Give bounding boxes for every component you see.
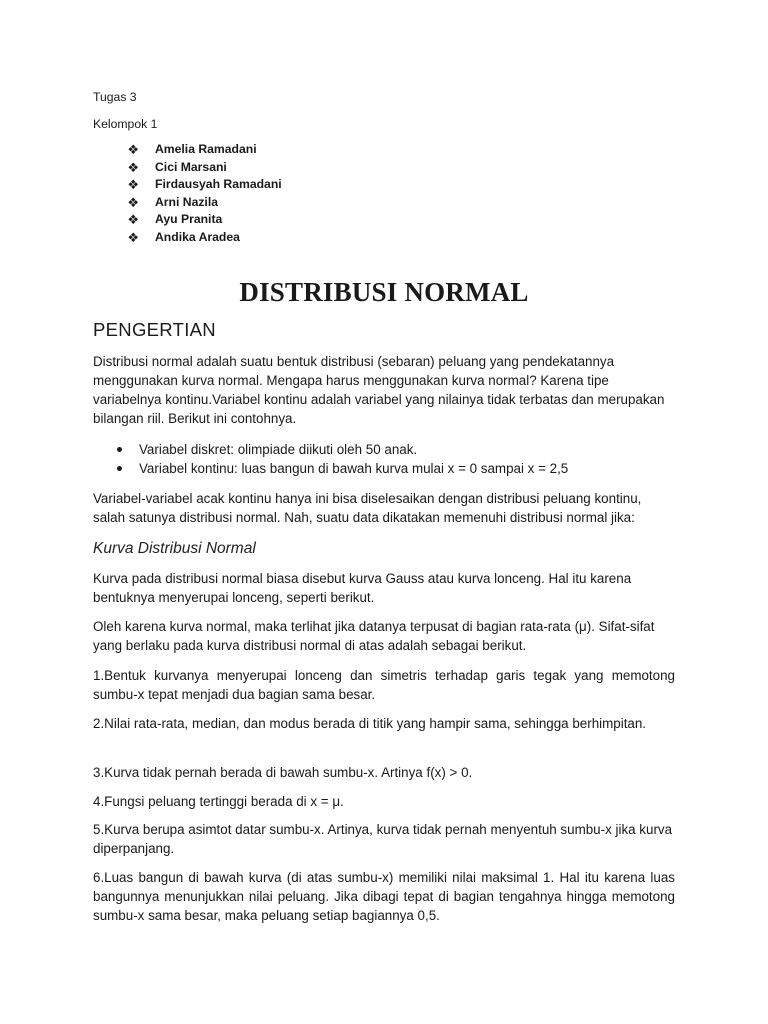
member-name: Firdausyah Ramadani	[155, 177, 282, 192]
bullet-dot-icon	[93, 440, 139, 459]
list-item	[93, 176, 282, 194]
diamond-bullet-icon: ❖	[127, 212, 139, 228]
member-name: Arni Nazila	[155, 194, 218, 209]
diamond-bullet-icon: ❖	[127, 159, 139, 175]
diamond-bullet-icon: ❖	[127, 142, 139, 157]
list-item	[93, 141, 282, 159]
list-item	[93, 440, 568, 459]
list-item	[93, 229, 282, 247]
list-item	[93, 194, 282, 212]
list-item	[93, 459, 568, 478]
property-item: 5.Kurva berupa asimtot datar sumbu-x. Artinya, kurva tidak pernah menyentuh sumbu-x jika kurva diperpanjang.	[93, 822, 673, 856]
paragraph: Variabel-variabel acak kontinu hanya ini bisa diselesaikan dengan distribusi peluang kontinu, salah satunya distribusi normal. Nah, suatu data dikatakan memenuhi distribusi normal jika:	[93, 491, 642, 525]
paragraph: Kurva pada distribusi normal biasa disebut kurva Gauss atau kurva lonceng. Hal itu karena bentuknya menyerupai lonceng, seperti berikut.	[93, 571, 632, 605]
subheading: Kurva Distribusi Normal	[93, 540, 256, 557]
property-item: 3.Kurva tidak pernah berada di bawah sumbu-x. Artinya f(x) > 0.	[93, 765, 473, 780]
property-item: 1.Bentuk kurvanya menyerupai lonceng dan simetris terhadap garis tegak yang memotong sumbu-x tepat menjadi dua bagian sama besar.	[93, 668, 675, 702]
property-item: 6.Luas bangun di bawah kurva (di atas sumbu-x) memiliki nilai maksimal 1. Hal itu karena luas bangunnya menunjukkan nilai peluang. Jika dibagi tepat di bagian tengahnya hingga memotong sumbu-x sama besar, maka peluang setiap bagiannya 0,5.	[93, 870, 675, 923]
member-list	[93, 141, 282, 247]
member-name: Andika Aradea	[155, 229, 240, 244]
group-label: Kelompok 1	[93, 117, 158, 131]
list-item	[93, 211, 282, 229]
diamond-bullet-icon: ❖	[127, 229, 139, 245]
page-title: DISTRIBUSI NORMAL	[239, 277, 529, 307]
paragraph: Oleh karena kurva normal, maka terlihat jika datanya terpusat di bagian rata-rata (μ). Sifat-sifat yang berlaku pada kurva distribusi normal di atas adalah sebagai berikut.	[93, 619, 655, 653]
property-item: 2.Nilai rata-rata, median, dan modus berada di titik yang hampir sama, sehingga berhimpitan.	[93, 716, 647, 731]
intro-paragraph: Distribusi normal adalah suatu bentuk distribusi (sebaran) peluang yang pendekatannya menggunakan kurva normal. Mengapa harus menggunakan kurva normal? Karena tipe variabelnya kontinu.Variabel kontinu adalah variabel yang nilainya tidak terbatas dan merupakan bilangan riil. Berikut ini contohnya.	[93, 354, 665, 426]
bullet-dot-icon	[93, 459, 139, 478]
diamond-bullet-icon: ❖	[127, 177, 139, 193]
member-name: Cici Marsani	[155, 159, 227, 174]
list-item	[93, 159, 282, 177]
example-text: Variabel diskret: olimpiade diikuti oleh 50 anak.	[139, 442, 418, 457]
example-list	[93, 440, 568, 478]
property-item: 4.Fungsi peluang tertinggi berada di x = μ.	[93, 794, 344, 809]
task-label: Tugas 3	[93, 90, 137, 104]
member-name: Amelia Ramadani	[155, 142, 257, 156]
diamond-bullet-icon: ❖	[127, 194, 139, 210]
example-text: Variabel kontinu: luas bangun di bawah kurva mulai x = 0 sampai x = 2,5	[139, 461, 569, 476]
member-name: Ayu Pranita	[155, 212, 223, 227]
section-heading: PENGERTIAN	[93, 319, 216, 340]
